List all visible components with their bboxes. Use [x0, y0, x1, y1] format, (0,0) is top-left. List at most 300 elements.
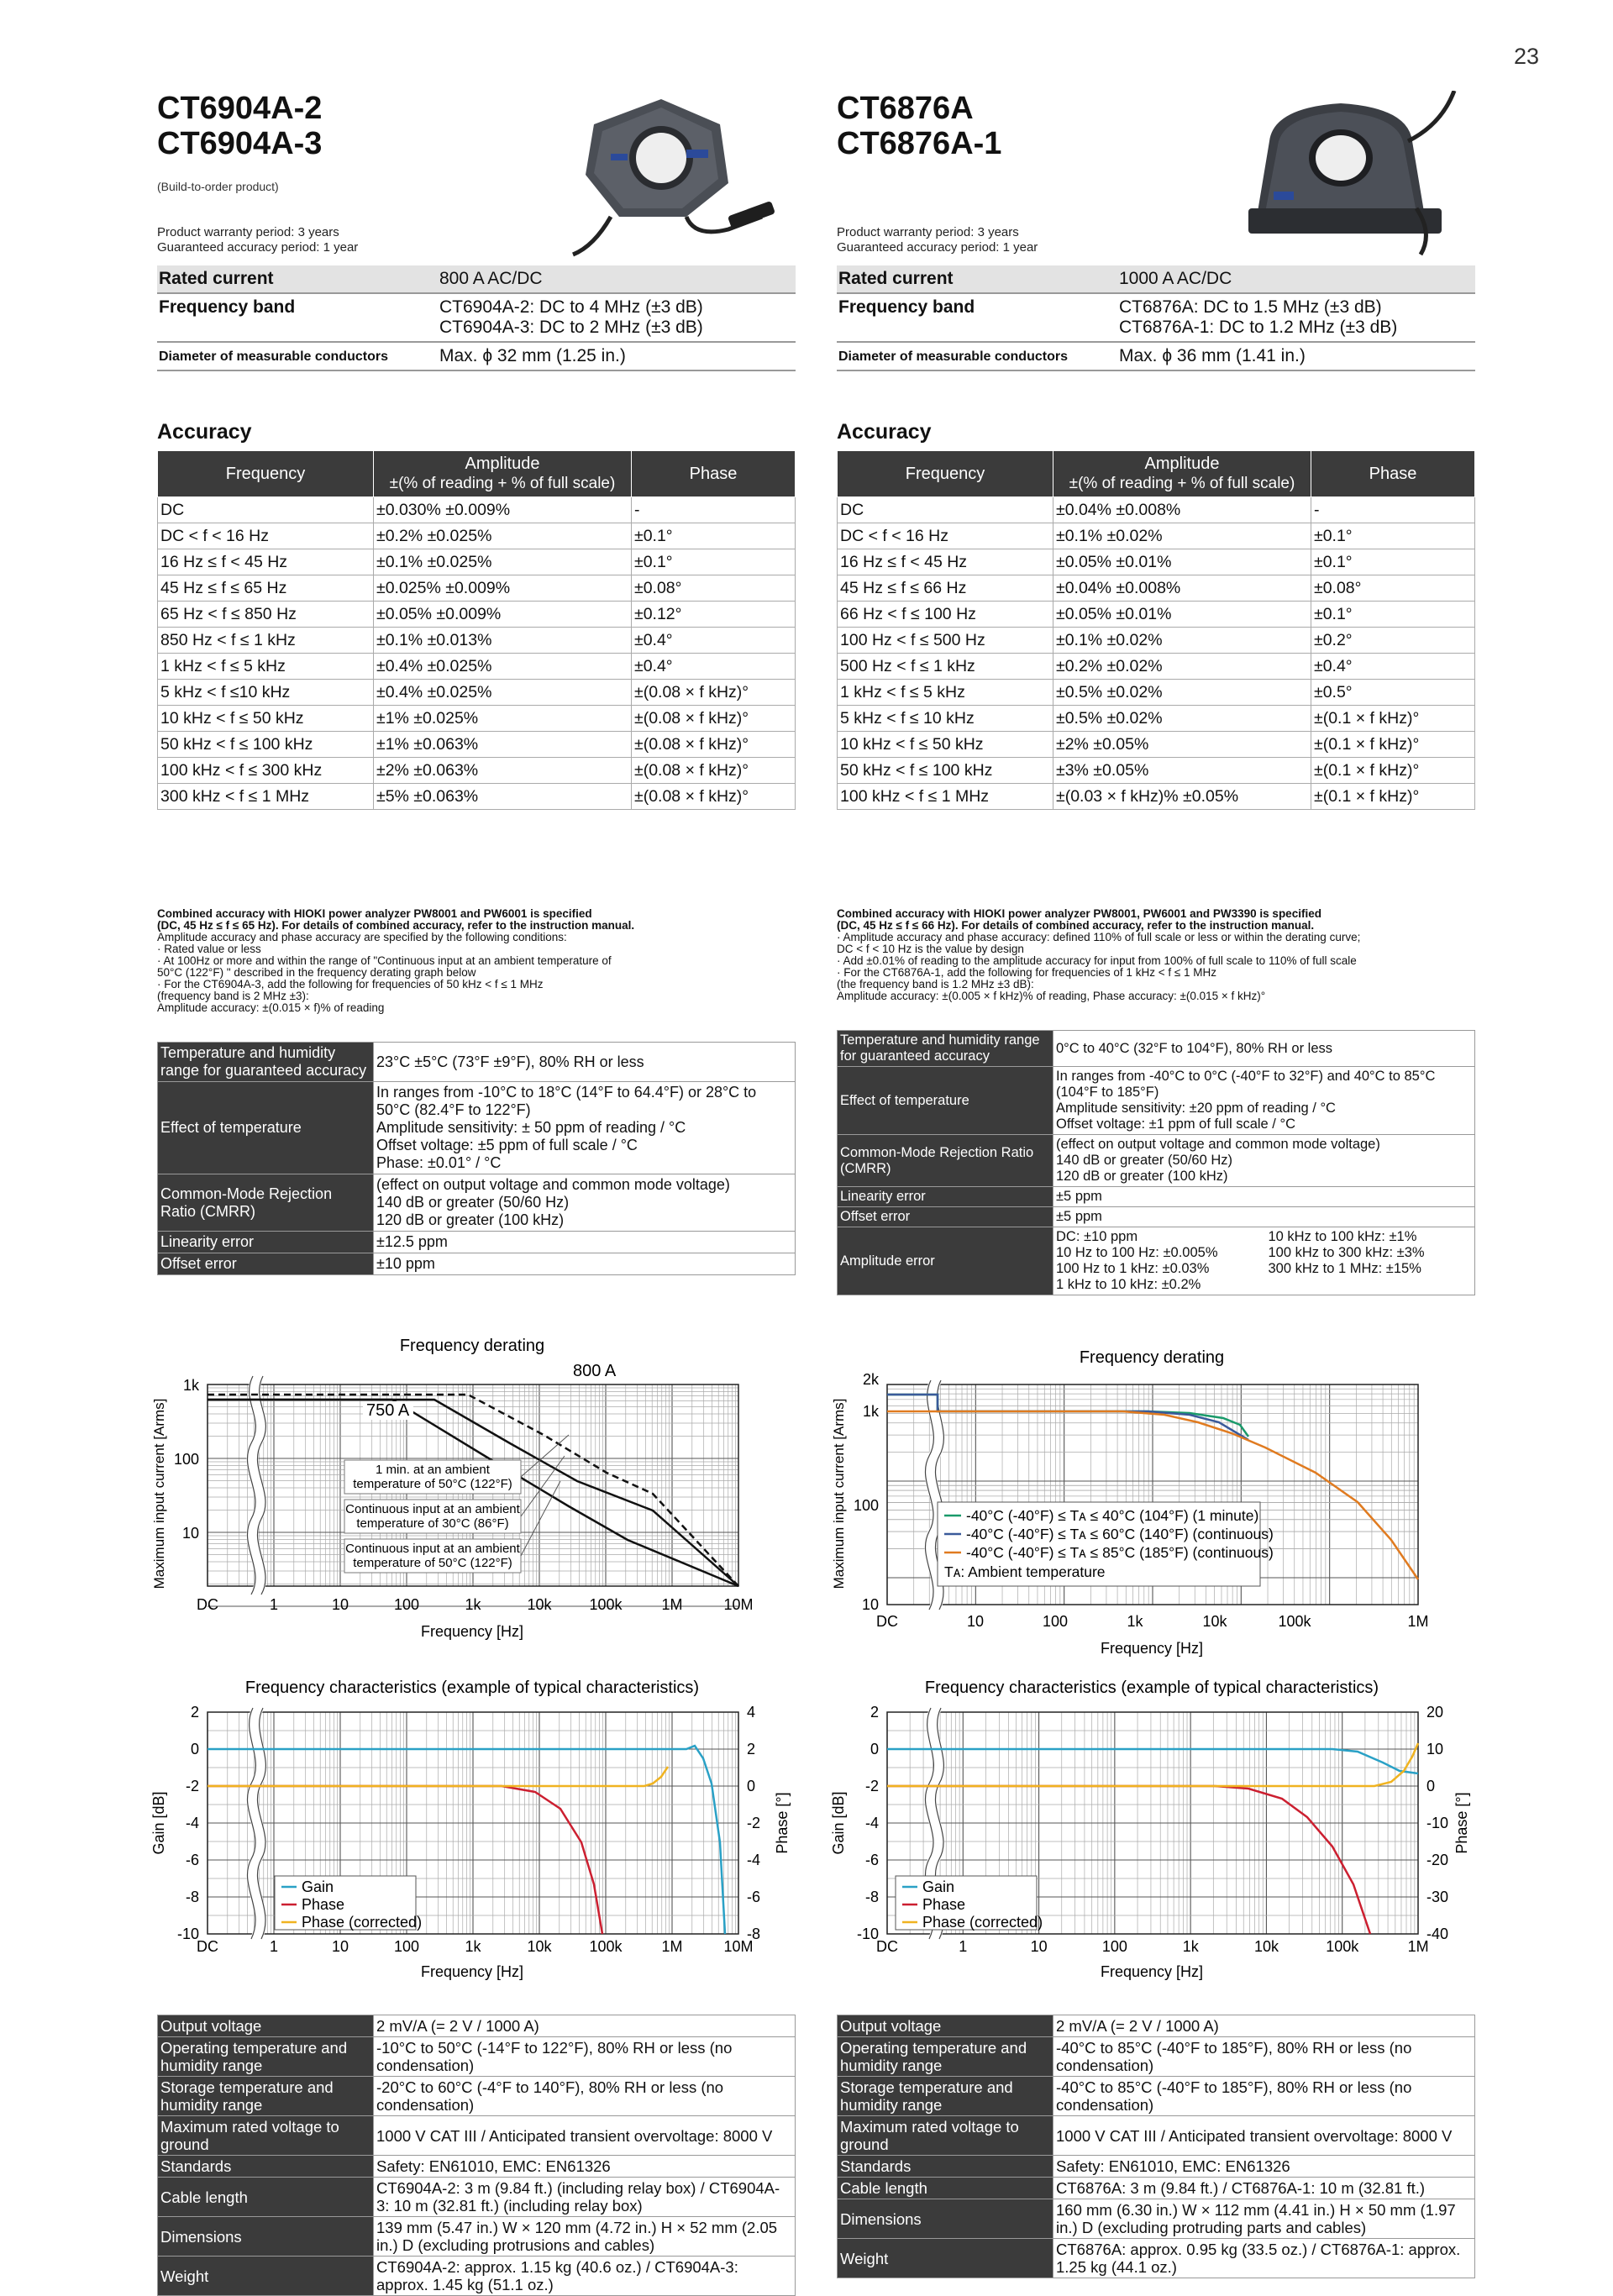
bottom-spec-row	[838, 2239, 1475, 2278]
cmrr-value	[1053, 1135, 1475, 1187]
acc-phase-cell: ±(0.1 × f kHz)°	[1311, 784, 1475, 810]
effect-temp-v1: In ranges from -40°C to 0°C (-40°F to 32°F) and 40°C to 85°C (104°F to 185°F)	[1056, 1069, 1436, 1100]
tick-label: 1M	[1407, 1613, 1429, 1630]
rated-label: Rated current	[837, 265, 1117, 293]
product-title-line1: CT6904A-2	[157, 91, 323, 126]
right-freqchar-chart	[828, 1674, 1484, 2002]
acc-freq-cell: 16 Hz ≤ f < 45 Hz	[158, 549, 374, 575]
bottom-spec-label: Standards	[158, 2156, 374, 2178]
bottom-spec-label: Operating temperature and humidity range	[838, 2037, 1053, 2077]
bottom-spec-label: Maximum rated voltage to ground	[158, 2116, 374, 2156]
acc-freq-cell: 50 kHz < f ≤ 100 kHz	[838, 758, 1053, 784]
bottom-spec-label: Maximum rated voltage to ground	[838, 2116, 1053, 2156]
ytick-100: 100	[173, 1451, 199, 1468]
accuracy-row	[158, 732, 796, 758]
bottom-spec-value: CT6876A: 3 m (9.84 ft.) / CT6876A-1: 10 m (32.81 ft.)	[1053, 2178, 1475, 2199]
tick-label: 10k	[527, 1596, 552, 1613]
accuracy-row	[158, 680, 796, 706]
acc-freq-cell: DC	[158, 497, 374, 523]
note-bold-1: Combined accuracy with HIOKI power analyzer PW8001 and PW6001 is specified	[157, 907, 592, 920]
acc-amp-cell: ±1% ±0.063%	[374, 732, 632, 758]
acc-freq-cell: 5 kHz < f ≤ 10 kHz	[838, 706, 1053, 732]
tick-label: 2	[870, 1704, 879, 1721]
acc-head-amp	[1053, 451, 1311, 497]
tick-label: -8	[864, 1889, 879, 1905]
acc-phase-cell: ±(0.08 × f kHz)°	[632, 680, 796, 706]
acc-head-amp-2: ±(% of reading + % of full scale)	[1069, 475, 1295, 492]
tick-label: 1k	[465, 1938, 481, 1955]
bottom-spec-value: CT6904A-2: approx. 1.15 kg (40.6 oz.) / CT6904A-3: approx. 1.45 kg (51.1 oz.)	[374, 2257, 796, 2296]
legend-phase-corrected: Phase (corrected)	[922, 1914, 1043, 1931]
offset-value: ±5 ppm	[1053, 1207, 1475, 1227]
accuracy-row	[158, 497, 796, 523]
tick-label: -10	[176, 1926, 199, 1942]
acc-head-freq: Frequency	[838, 451, 1053, 497]
accuracy-row	[838, 602, 1475, 628]
acc-phase-cell: ±(0.1 × f kHz)°	[1311, 758, 1475, 784]
acc-amp-cell: ±0.4% ±0.025%	[374, 654, 632, 680]
leader-3	[521, 1481, 560, 1556]
derating-ylabel: Maximum input current [Arms]	[151, 1398, 167, 1589]
note-4: · For the CT6876A-1, add the following for frequencies of 1 kHz < f ≤ 1 MHz	[837, 966, 1216, 979]
note-1: Amplitude accuracy and phase accuracy are specified by the following conditions:	[157, 931, 567, 943]
tick-label: -6	[185, 1852, 199, 1868]
note-2: · Rated value or less	[157, 943, 261, 955]
bottom-spec-row	[838, 2199, 1475, 2239]
bottom-spec-row	[838, 2077, 1475, 2116]
leader-1	[521, 1435, 569, 1477]
acc-head-phase: Phase	[632, 451, 796, 497]
effect-temp-v2: Amplitude sensitivity: ±20 ppm of reading / °C	[1056, 1101, 1336, 1116]
temp-range-label: Temperature and humidity range for guaranteed accuracy	[158, 1043, 374, 1082]
freqchar-yticks	[177, 1704, 199, 1942]
acc-amp-cell: ±0.5% ±0.02%	[1053, 680, 1311, 706]
bottom-spec-row	[838, 2015, 1475, 2037]
label-750a: 750 A	[366, 1401, 410, 1420]
freqchar-title: Frequency characteristics (example of typical characteristics)	[924, 1679, 1379, 1697]
tick-label: 10M	[723, 1938, 754, 1955]
accuracy-row	[158, 575, 796, 602]
effect-temp-v4: Phase: ±0.01° / °C	[376, 1154, 502, 1171]
acc-head-phase: Phase	[1311, 451, 1475, 497]
tick-label: DC	[197, 1596, 218, 1613]
effect-temp-value	[1053, 1067, 1475, 1135]
acc-phase-cell: ±(0.08 × f kHz)°	[632, 784, 796, 810]
right-derating-chart	[828, 1342, 1484, 1670]
bottom-spec-value: 139 mm (5.47 in.) W × 120 mm (4.72 in.) H × 52 mm (2.05 in.) D (excluding protrusions and cables)	[374, 2217, 796, 2257]
accuracy-row	[838, 628, 1475, 654]
acc-amp-cell: ±0.025% ±0.009%	[374, 575, 632, 602]
freqchar-y2ticks	[747, 1704, 760, 1942]
bottom-spec-row	[158, 2077, 796, 2116]
bottom-spec-label: Cable length	[838, 2178, 1053, 2199]
bottom-spec-value: CT6876A: approx. 0.95 kg (33.5 oz.) / CT6876A-1: approx. 1.25 kg (44.1 oz.)	[1053, 2239, 1475, 2278]
note-1: · Amplitude accuracy and phase accuracy: defined 110% of full scale or less or within the derating curve;	[837, 931, 1361, 943]
acc-freq-cell: 45 Hz ≤ f ≤ 66 Hz	[838, 575, 1053, 602]
ytick-100: 100	[853, 1497, 879, 1514]
legend-40c: -40°C (-40°F) ≤ Tᴀ ≤ 40°C (104°F) (1 minute)	[966, 1507, 1259, 1524]
tick-label: 10	[1030, 1938, 1048, 1955]
legend-phase: Phase	[302, 1896, 345, 1913]
amp-err-b1: 10 kHz to 100 kHz: ±1%	[1268, 1229, 1417, 1244]
cmrr-v1: (effect on output voltage and common mode voltage)	[376, 1176, 730, 1193]
tick-label: 1M	[661, 1938, 683, 1955]
amplitude-error-label: Amplitude error	[838, 1227, 1053, 1295]
note-5: · For the CT6904A-3, add the following for frequencies of 50 kHz < f ≤ 1 MHz	[157, 978, 544, 990]
tick-label: 10k	[1202, 1613, 1227, 1630]
tick-label: -10	[1426, 1815, 1449, 1831]
series-phase-corrected	[208, 1767, 668, 1786]
accuracy-row	[158, 758, 796, 784]
note-4: 50°C (122°F) " described in the frequency derating graph below	[157, 966, 476, 979]
amp-err-a2: 10 Hz to 100 Hz: ±0.005%	[1056, 1245, 1218, 1260]
acc-phase-cell: ±0.1°	[1311, 549, 1475, 575]
acc-freq-cell: 1 kHz < f ≤ 5 kHz	[838, 680, 1053, 706]
note-bold-1: Combined accuracy with HIOKI power analyzer PW8001, PW6001 and PW3390 is specified	[837, 907, 1321, 920]
tick-label: 0	[747, 1778, 756, 1794]
accuracy-period: Guaranteed accuracy period: 1 year	[157, 240, 359, 255]
accuracy-row	[838, 654, 1475, 680]
bottom-spec-value: CT6904A-2: 3 m (9.84 ft.) (including relay box) / CT6904A-3: 10 m (32.81 ft.) (including relay box)	[374, 2178, 796, 2217]
freq-value-1: CT6904A-2: DC to 4 MHz (±3 dB)	[439, 297, 703, 317]
tick-label: -4	[747, 1852, 761, 1868]
tick-label: 10M	[723, 1596, 754, 1613]
temp-range-value: 0°C to 40°C (32°F to 104°F), 80% RH or less	[1053, 1031, 1475, 1067]
acc-freq-cell: 100 kHz < f ≤ 300 kHz	[158, 758, 374, 784]
tick-label: 0	[870, 1741, 879, 1757]
tick-label: -6	[864, 1852, 879, 1868]
tick-label: 1	[269, 1596, 279, 1613]
ytick-2k: 2k	[862, 1371, 879, 1388]
effect-temp-v1: In ranges from -10°C to 18°C (14°F to 64.4°F) or 28°C to 50°C (82.4°F to 122°F)	[376, 1084, 757, 1118]
acc-amp-cell: ±(0.03 × f kHz)% ±0.05%	[1053, 784, 1311, 810]
tick-label: -2	[747, 1815, 761, 1831]
amp-err-b3: 300 kHz to 1 MHz: ±15%	[1268, 1261, 1421, 1276]
derating-xticks	[876, 1613, 1429, 1630]
freqchar-y2ticks	[1426, 1704, 1448, 1942]
note-6: Amplitude accuracy: ±(0.005 × f kHz)% of reading, Phase accuracy: ±(0.015 × f kHz)°	[837, 990, 1266, 1002]
annotation-1b: temperature of 50°C (122°F)	[353, 1477, 512, 1491]
acc-head-freq: Frequency	[158, 451, 374, 497]
offset-value: ±10 ppm	[374, 1253, 796, 1275]
freqchar-ylabel: Gain [dB]	[830, 1791, 847, 1855]
tick-label: 1k	[1127, 1613, 1143, 1630]
accuracy-heading: Accuracy	[157, 420, 252, 444]
acc-amp-cell: ±0.05% ±0.01%	[1053, 549, 1311, 575]
acc-freq-cell: 5 kHz < f ≤10 kHz	[158, 680, 374, 706]
tick-label: -8	[185, 1889, 199, 1905]
acc-freq-cell: 300 kHz < f ≤ 1 MHz	[158, 784, 374, 810]
freq-value-2: CT6876A-1: DC to 1.2 MHz (±3 dB)	[1119, 318, 1398, 337]
cmrr-v2: 140 dB or greater (50/60 Hz)	[376, 1194, 570, 1211]
acc-head-amp-2: ±(% of reading + % of full scale)	[389, 475, 616, 492]
offset-label: Offset error	[158, 1253, 374, 1275]
tick-label: 100	[1042, 1613, 1069, 1630]
effect-temp-v3: Offset voltage: ±1 ppm of full scale / °C	[1056, 1116, 1295, 1132]
legend-phase-corrected: Phase (corrected)	[302, 1914, 423, 1931]
amp-err-b2: 100 kHz to 300 kHz: ±3%	[1268, 1245, 1425, 1260]
linearity-label: Linearity error	[158, 1232, 374, 1253]
effect-temp-label: Effect of temperature	[158, 1082, 374, 1174]
warranty-period: Product warranty period: 3 years	[157, 225, 339, 239]
ct6876a-product-photo	[1240, 91, 1458, 259]
acc-freq-cell: 100 Hz < f ≤ 500 Hz	[838, 628, 1053, 654]
freq-value-2: CT6904A-3: DC to 2 MHz (±3 dB)	[439, 318, 703, 337]
cmrr-value	[374, 1174, 796, 1232]
diam-value: Max. ϕ 32 mm (1.25 in.)	[438, 342, 796, 370]
acc-phase-cell: ±0.12°	[632, 602, 796, 628]
main-spec-table	[157, 265, 796, 371]
accuracy-row	[158, 523, 796, 549]
tick-label: 100	[1101, 1938, 1127, 1955]
bottom-spec-row	[158, 2217, 796, 2257]
main-spec-table	[837, 265, 1475, 371]
environment-table	[837, 1030, 1475, 1295]
product-title-line1: CT6876A	[837, 91, 974, 126]
bottom-spec-label: Operating temperature and humidity range	[158, 2037, 374, 2077]
accuracy-table	[837, 450, 1475, 810]
tick-label: 0	[1426, 1778, 1436, 1794]
effect-temp-v3: Offset voltage: ±5 ppm of full scale / °C	[376, 1137, 638, 1153]
series-gain	[887, 1749, 1418, 1773]
acc-amp-cell: ±0.030% ±0.009%	[374, 497, 632, 523]
annotation-2b: temperature of 30°C (86°F)	[356, 1516, 509, 1531]
acc-phase-cell: ±0.08°	[1311, 575, 1475, 602]
amp-err-a3: 100 Hz to 1 kHz: ±0.03%	[1056, 1261, 1210, 1276]
effect-temp-v2: Amplitude sensitivity: ± 50 ppm of reading / °C	[376, 1119, 686, 1136]
warranty-period: Product warranty period: 3 years	[837, 225, 1019, 239]
accuracy-row	[158, 549, 796, 575]
bottom-spec-label: Weight	[158, 2257, 374, 2296]
derating-ylabel: Maximum input current [Arms]	[831, 1398, 847, 1589]
acc-phase-cell: ±(0.08 × f kHz)°	[632, 732, 796, 758]
tick-label: -2	[864, 1778, 879, 1794]
note-3: · At 100Hz or more and within the range of "Continuous input at an ambient temperature of	[157, 954, 612, 967]
cmrr-v3: 120 dB or greater (100 kHz)	[376, 1211, 565, 1228]
cmrr-label: Common-Mode Rejection Ratio (CMRR)	[838, 1135, 1053, 1187]
bottom-spec-label: Weight	[838, 2239, 1053, 2278]
tick-label: 4	[747, 1704, 756, 1721]
product-title-line2: CT6904A-3	[157, 126, 323, 161]
acc-freq-cell: 50 kHz < f ≤ 100 kHz	[158, 732, 374, 758]
label-800a: 800 A	[573, 1362, 617, 1380]
product-title-line2: CT6876A-1	[837, 126, 1002, 161]
acc-head-amp-1: Amplitude	[465, 454, 540, 473]
tick-label: 10	[331, 1596, 349, 1613]
acc-amp-cell: ±0.1% ±0.013%	[374, 628, 632, 654]
bottom-spec-label: Storage temperature and humidity range	[838, 2077, 1053, 2116]
diam-value: Max. ϕ 36 mm (1.41 in.)	[1117, 342, 1475, 370]
bottom-spec-row	[838, 2037, 1475, 2077]
offset-label: Offset error	[838, 1207, 1053, 1227]
annotation-3a: Continuous input at an ambient	[345, 1542, 520, 1556]
tick-label: -4	[864, 1815, 879, 1831]
cmrr-v1: (effect on output voltage and common mode voltage)	[1056, 1137, 1380, 1152]
bottom-spec-table	[157, 2015, 796, 2296]
bottom-spec-row	[838, 2156, 1475, 2178]
tick-label: -30	[1426, 1889, 1449, 1905]
legend-60c: -40°C (-40°F) ≤ Tᴀ ≤ 60°C (140°F) (continuous)	[966, 1526, 1274, 1542]
environment-table	[157, 1042, 796, 1275]
annotation-1a: 1 min. at an ambient	[376, 1463, 490, 1477]
accuracy-row	[838, 680, 1475, 706]
linearity-value: ±5 ppm	[1053, 1187, 1475, 1207]
diam-label: Diameter of measurable conductors	[837, 342, 1117, 370]
freq-value	[438, 293, 796, 342]
bottom-spec-value: 2 mV/A (= 2 V / 1000 A)	[374, 2015, 796, 2037]
freqchar-title: Frequency characteristics (example of typical characteristics)	[244, 1679, 700, 1697]
tick-label: -4	[185, 1815, 199, 1831]
legend-gain: Gain	[922, 1878, 955, 1895]
bottom-spec-row	[158, 2178, 796, 2217]
tick-label: -20	[1426, 1852, 1449, 1868]
freqchar-y2label: Phase [°]	[774, 1792, 791, 1854]
acc-phase-cell: ±(0.1 × f kHz)°	[1311, 706, 1475, 732]
bottom-spec-value: Safety: EN61010, EMC: EN61326	[374, 2156, 796, 2178]
amplitude-error-value	[1053, 1227, 1475, 1295]
tick-label: 100k	[1278, 1613, 1311, 1630]
acc-freq-cell: 65 Hz < f ≤ 850 Hz	[158, 602, 374, 628]
freq-value	[1117, 293, 1475, 342]
tick-label: 2	[747, 1741, 756, 1757]
accuracy-row	[838, 732, 1475, 758]
bottom-spec-label: Dimensions	[158, 2217, 374, 2257]
accuracy-row	[838, 523, 1475, 549]
freq-value-1: CT6876A: DC to 1.5 MHz (±3 dB)	[1119, 297, 1382, 317]
bottom-spec-label: Dimensions	[838, 2199, 1053, 2239]
accuracy-notes	[837, 908, 1475, 1002]
effect-temp-value	[374, 1082, 796, 1174]
tick-label: 100k	[1326, 1938, 1359, 1955]
accuracy-row	[838, 549, 1475, 575]
tick-label: DC	[876, 1938, 898, 1955]
acc-amp-cell: ±0.1% ±0.025%	[374, 549, 632, 575]
amp-err-a1: DC: ±10 ppm	[1056, 1229, 1138, 1244]
freqchar-xticks	[876, 1938, 1429, 1955]
ytick-10: 10	[861, 1596, 879, 1613]
acc-phase-cell: ±(0.08 × f kHz)°	[632, 706, 796, 732]
tick-label: 1k	[465, 1596, 481, 1613]
bottom-spec-label: Output voltage	[158, 2015, 374, 2037]
derating-title: Frequency derating	[399, 1337, 545, 1355]
tick-label: 1k	[1182, 1938, 1199, 1955]
bottom-spec-row	[158, 2116, 796, 2156]
tick-label: 1M	[1407, 1938, 1429, 1955]
acc-amp-cell: ±3% ±0.05%	[1053, 758, 1311, 784]
tick-label: 0	[190, 1741, 199, 1757]
acc-phase-cell: ±0.1°	[632, 549, 796, 575]
tick-label: 10	[966, 1613, 985, 1630]
freqchar-y2label: Phase [°]	[1453, 1792, 1470, 1854]
tick-label: 10	[1426, 1741, 1444, 1757]
bottom-spec-value: 1000 V CAT III / Anticipated transient overvoltage: 8000 V	[1053, 2116, 1475, 2156]
derating-xlabel: Frequency [Hz]	[1100, 1640, 1204, 1657]
bottom-spec-value: 2 mV/A (= 2 V / 1000 A)	[1053, 2015, 1475, 2037]
accuracy-row	[158, 602, 796, 628]
accuracy-table	[157, 450, 796, 810]
accuracy-heading: Accuracy	[837, 420, 932, 444]
derating-xlabel: Frequency [Hz]	[420, 1623, 524, 1640]
acc-freq-cell: DC < f < 16 Hz	[838, 523, 1053, 549]
bottom-spec-row	[158, 2257, 796, 2296]
bottom-spec-label: Standards	[838, 2156, 1053, 2178]
acc-phase-cell: ±0.2°	[1311, 628, 1475, 654]
acc-amp-cell: ±5% ±0.063%	[374, 784, 632, 810]
tick-label: 1M	[661, 1596, 683, 1613]
freqchar-xlabel: Frequency [Hz]	[1100, 1963, 1204, 1980]
freqchar-xticks	[197, 1938, 754, 1955]
bottom-spec-row	[158, 2156, 796, 2178]
cmrr-label: Common-Mode Rejection Ratio (CMRR)	[158, 1174, 374, 1232]
tick-label: -8	[747, 1926, 761, 1942]
legend-85c: -40°C (-40°F) ≤ Tᴀ ≤ 85°C (185°F) (continuous)	[966, 1544, 1274, 1561]
tick-label: -40	[1426, 1926, 1449, 1942]
note-7: Amplitude accuracy: ±(0.015 × f)% of reading	[157, 1001, 385, 1014]
order-note: (Build-to-order product)	[157, 180, 279, 193]
bottom-spec-row	[838, 2116, 1475, 2156]
acc-amp-cell: ±2% ±0.063%	[374, 758, 632, 784]
acc-freq-cell: 16 Hz ≤ f < 45 Hz	[838, 549, 1053, 575]
accuracy-row	[158, 654, 796, 680]
linearity-value: ±12.5 ppm	[374, 1232, 796, 1253]
acc-amp-cell: ±0.1% ±0.02%	[1053, 523, 1311, 549]
ytick-1k: 1k	[862, 1403, 879, 1420]
note-6: (frequency band is 2 MHz ±3):	[157, 990, 309, 1002]
ytick-10: 10	[181, 1525, 199, 1542]
acc-amp-cell: ±0.05% ±0.01%	[1053, 602, 1311, 628]
amp-err-a4: 1 kHz to 10 kHz: ±0.2%	[1056, 1277, 1201, 1292]
acc-phase-cell: ±0.08°	[632, 575, 796, 602]
tick-label: -10	[856, 1926, 879, 1942]
acc-phase-cell: -	[632, 497, 796, 523]
tick-label: DC	[876, 1613, 898, 1630]
bottom-spec-label: Storage temperature and humidity range	[158, 2077, 374, 2116]
note-bold-2: (DC, 45 Hz ≤ f ≤ 65 Hz). For details of combined accuracy, refer to the instruction manual.	[157, 919, 635, 932]
legend-phase: Phase	[922, 1896, 966, 1913]
rated-value: 800 A AC/DC	[438, 265, 796, 293]
accuracy-row	[158, 784, 796, 810]
tick-label: 100	[393, 1938, 420, 1955]
bottom-spec-label: Cable length	[158, 2178, 374, 2217]
legend-gain: Gain	[302, 1878, 334, 1895]
ytick-1k: 1k	[182, 1377, 199, 1394]
acc-phase-cell: ±0.1°	[632, 523, 796, 549]
freqchar-yticks	[857, 1704, 879, 1942]
note-bold-2: (DC, 45 Hz ≤ f ≤ 66 Hz). For details of combined accuracy, refer to the instruction manual.	[837, 919, 1315, 932]
freq-label: Frequency band	[157, 293, 438, 342]
acc-freq-cell: 10 kHz < f ≤ 50 kHz	[838, 732, 1053, 758]
acc-freq-cell: 66 Hz < f ≤ 100 Hz	[838, 602, 1053, 628]
acc-amp-cell: ±0.2% ±0.02%	[1053, 654, 1311, 680]
acc-amp-cell: ±1% ±0.025%	[374, 706, 632, 732]
accuracy-row	[158, 706, 796, 732]
accuracy-row	[158, 628, 796, 654]
acc-amp-cell: ±0.5% ±0.02%	[1053, 706, 1311, 732]
left-freqchar-chart	[149, 1674, 804, 2002]
derating-title: Frequency derating	[1079, 1348, 1225, 1367]
acc-freq-cell: 45 Hz ≤ f ≤ 65 Hz	[158, 575, 374, 602]
acc-freq-cell: DC < f < 16 Hz	[158, 523, 374, 549]
accuracy-row	[838, 784, 1475, 810]
acc-freq-cell: 500 Hz < f ≤ 1 kHz	[838, 654, 1053, 680]
acc-head-amp-1: Amplitude	[1144, 454, 1220, 473]
bottom-spec-value: -10°C to 50°C (-14°F to 122°F), 80% RH or less (no condensation)	[374, 2037, 796, 2077]
acc-amp-cell: ±0.05% ±0.009%	[374, 602, 632, 628]
accuracy-row	[838, 575, 1475, 602]
acc-phase-cell: -	[1311, 497, 1475, 523]
bottom-spec-value: -40°C to 85°C (-40°F to 185°F), 80% RH or less (no condensation)	[1053, 2037, 1475, 2077]
derating-xticks	[197, 1596, 754, 1613]
